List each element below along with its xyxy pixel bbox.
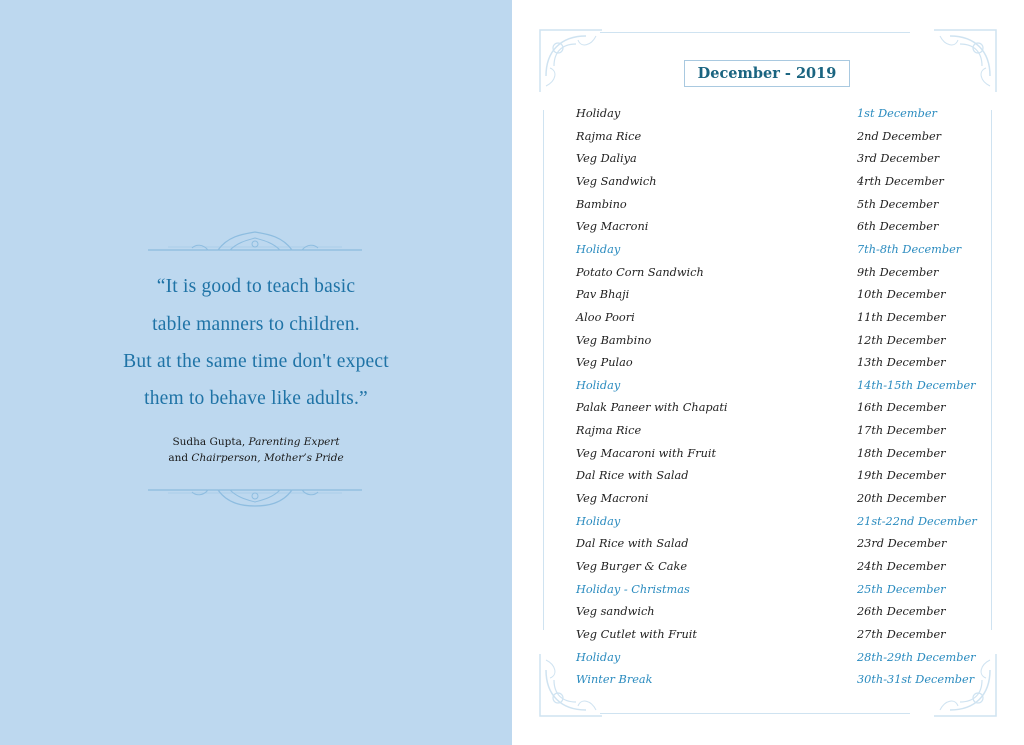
menu-item-name: Pav Bhaji bbox=[576, 288, 630, 302]
menu-item-name: Veg Cutlet with Fruit bbox=[576, 627, 697, 641]
menu-row bbox=[576, 130, 976, 152]
menu-row bbox=[576, 220, 976, 242]
menu-row bbox=[576, 583, 976, 605]
frame-top-line bbox=[600, 32, 910, 33]
menu-row bbox=[576, 492, 976, 514]
menu-row bbox=[576, 107, 976, 129]
menu-row bbox=[576, 288, 976, 310]
menu-item-name: Holiday bbox=[576, 650, 621, 664]
corner-ornament-top-left bbox=[536, 26, 606, 96]
ornament-divider-bottom bbox=[148, 478, 362, 508]
quote-line-4: them to behave like adults.” bbox=[144, 388, 368, 409]
menu-item-date: 5th December bbox=[857, 197, 939, 211]
author-line2-prefix: and bbox=[168, 452, 189, 464]
menu-row bbox=[576, 401, 976, 423]
menu-item-name: Veg Sandwich bbox=[576, 174, 657, 188]
menu-item-date: 1st December bbox=[857, 107, 937, 120]
quote-line-3: But at the same time don't expect bbox=[123, 351, 389, 372]
ornament-divider-top bbox=[148, 228, 362, 258]
corner-ornament-top-right bbox=[930, 26, 1000, 96]
menu-item-date: 11th December bbox=[857, 310, 946, 324]
menu-item-name: Veg Macroni bbox=[576, 492, 649, 505]
menu-item-date: 30th-31st December bbox=[857, 673, 975, 687]
menu-item-date: 10th December bbox=[857, 288, 946, 302]
menu-row bbox=[576, 447, 976, 469]
menu-item-name: Holiday - Christmas bbox=[576, 582, 690, 596]
menu-item-date: 24th December bbox=[857, 560, 946, 573]
menu-item-name: Veg Macroni bbox=[576, 220, 649, 234]
menu-item-date: 13th December bbox=[857, 356, 946, 370]
menu-item-date: 17th December bbox=[857, 424, 946, 438]
menu-row bbox=[576, 469, 976, 491]
menu-item-name: Holiday bbox=[576, 242, 621, 256]
month-title: December - 2019 bbox=[684, 60, 850, 87]
author-name: Sudha Gupta, bbox=[172, 436, 246, 448]
menu-row bbox=[576, 356, 976, 378]
menu-item-name: Bambino bbox=[576, 197, 627, 211]
author-organization: Chairperson, Mother’s Pride bbox=[191, 452, 344, 464]
menu-row bbox=[576, 175, 976, 197]
menu-item-date: 4rth December bbox=[857, 174, 944, 188]
menu-item-name: Veg Pulao bbox=[576, 356, 633, 370]
menu-item-name: Holiday bbox=[576, 378, 621, 392]
menu-item-date: 20th December bbox=[857, 492, 946, 505]
menu-item-name: Veg Burger & Cake bbox=[576, 560, 688, 573]
menu-item-name: Dal Rice with Salad bbox=[576, 469, 689, 483]
menu-row bbox=[576, 243, 976, 265]
author-role: Parenting Expert bbox=[248, 436, 340, 448]
menu-item-name: Veg sandwich bbox=[576, 605, 655, 619]
menu-item-date: 18th December bbox=[857, 446, 946, 460]
menu-row bbox=[576, 515, 976, 537]
menu-item-name: Palak Paneer with Chapati bbox=[576, 401, 728, 415]
menu-row bbox=[576, 334, 976, 356]
menu-row bbox=[576, 266, 976, 288]
menu-row bbox=[576, 628, 976, 650]
menu-item-date: 19th December bbox=[857, 469, 946, 483]
menu-item-date: 16th December bbox=[857, 401, 946, 415]
menu-item-date: 26th December bbox=[857, 605, 946, 619]
menu-item-date: 23rd December bbox=[857, 537, 947, 551]
menu-item-name: Potato Corn Sandwich bbox=[576, 265, 704, 279]
menu-item-name: Rajma Rice bbox=[576, 129, 642, 143]
menu-item-date: 9th December bbox=[857, 265, 939, 279]
quote-author-line-2 bbox=[0, 452, 512, 464]
quote-line-2: table manners to children. bbox=[152, 314, 360, 335]
menu-row bbox=[576, 311, 976, 333]
menu-item-date: 7th-8th December bbox=[857, 242, 962, 256]
frame-bottom-line bbox=[600, 713, 910, 714]
menu-item-name: Holiday bbox=[576, 107, 621, 120]
menu-row bbox=[576, 537, 976, 559]
menu-item-date: 6th December bbox=[857, 220, 939, 234]
menu-item-name: Veg Daliya bbox=[576, 152, 637, 166]
menu-row bbox=[576, 379, 976, 401]
menu-row bbox=[576, 152, 976, 174]
menu-item-date: 28th-29th December bbox=[857, 650, 976, 664]
menu-item-name: Rajma Rice bbox=[576, 424, 642, 438]
menu-item-name: Dal Rice with Salad bbox=[576, 537, 689, 551]
menu-item-name: Aloo Poori bbox=[576, 310, 635, 324]
menu-row bbox=[576, 424, 976, 446]
menu-row bbox=[576, 560, 976, 582]
quote-line-1: “It is good to teach basic bbox=[156, 276, 356, 297]
menu-row bbox=[576, 651, 976, 673]
menu-item-date: 21st-22nd December bbox=[857, 514, 977, 528]
menu-item-date: 2nd December bbox=[857, 129, 942, 143]
menu-row bbox=[576, 605, 976, 627]
menu-item-date: 3rd December bbox=[857, 152, 940, 166]
menu-row bbox=[576, 198, 976, 220]
menu-row bbox=[576, 673, 976, 695]
menu-item-name: Veg Macaroni with Fruit bbox=[576, 446, 717, 460]
menu-item-date: 12th December bbox=[857, 333, 946, 347]
menu-item-date: 27th December bbox=[857, 627, 946, 641]
menu-item-date: 14th-15th December bbox=[857, 378, 976, 392]
quote-author-line-1 bbox=[0, 436, 512, 448]
menu-item-name: Holiday bbox=[576, 514, 621, 528]
menu-item-name: Veg Bambino bbox=[576, 333, 652, 347]
frame-right-line bbox=[991, 110, 992, 630]
menu-item-date: 25th December bbox=[857, 582, 946, 596]
menu-item-name: Winter Break bbox=[576, 673, 653, 687]
frame-left-line bbox=[543, 110, 544, 630]
